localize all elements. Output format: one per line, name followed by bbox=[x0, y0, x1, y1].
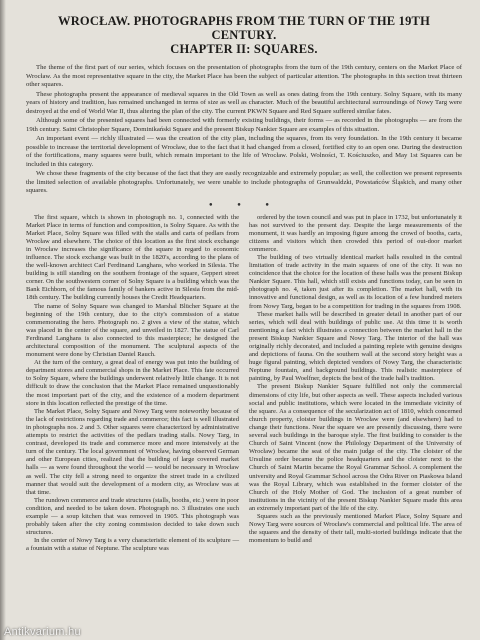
body-columns bbox=[26, 214, 462, 554]
intro-section bbox=[26, 64, 462, 196]
body-paragraph: ordered by the town council and was put in place in 1732, but unfortunately it has not survived to the present day. Despite the large measurements of the monument, it was hardly an imposing figure among the crowd of booths, carts, citizens and visitors which then crowded this period of out-door market commerce. bbox=[249, 213, 462, 253]
body-paragraph: The rundown commerce and trade structures (stalls, booths, etc.) were in poor condition, and needed to be taken down. Photograph no. 3 illustrates one such example — a soup kitchen that was removed in 1905. This photograph was probably taken after the city zoning commission decided to take down such structures. bbox=[26, 496, 239, 537]
intro-paragraph: We chose these fragments of the city because of the fact that they are easily recognizable and extremely popular; as well, the collection we present represents the limited selection of available photographs. Unfortunately, we were unable to include photographs of Grunwaldzki, Powstańców Śląskich, and many other squares. bbox=[26, 170, 462, 194]
intro-paragraph: These photographs present the appearance of medieval squares in the Old Town as well as ones dating from the 19th century. Solny Square, with its many years of history and tradition, has remained unchanged in terms of size as well as character. Much of the beautiful architectural surroundings of Nowy Targ were destroyed at the end of World War II, thus altering the plan of the city. The current PKWN Square and Red Square suffered similar fates. bbox=[26, 90, 462, 115]
body-paragraph: At the turn of the century, a great deal of energy was put into the building of department stores and commercial shops in the Market Place. This fate occurred to Solny Square, where the buildings underwent relatively little change. It is not difficult to draw the conclusion that the Market Place remained unquestionably the most important part of the city, and the existence of a modern department store in this location reflected the prestige of the time. bbox=[26, 359, 239, 407]
section-divider: • • • bbox=[208, 200, 280, 211]
body-paragraph: The name of Solny Square was changed to Marshal Blücher Square at the beginning of the 19th century, due to the city's commission of a statue commemorating the hero. Photograph no. 2 gives a view of the statue, which was placed in the center of the square, and unveiled in 1827. The statue of Carl Ferdinand Langhans is also connected to this masterpiece; he designed the architectural composition of the monument. The sculptural aspects of the monument were done by Christian Daniel Rauch. bbox=[26, 302, 239, 359]
intro-paragraph: Although some of the presented squares had been connected with formerly existing buildings, their forms — as recorded in the photographs — are from the 19th century. Saint Christopher Square, Dominikański Square and the present Biskup Nankier Square are examples of this situation. bbox=[26, 117, 462, 133]
page-gutter-shadow bbox=[0, 0, 6, 640]
intro-paragraph: An important event — richly illustrated — was the creation of the city plan, including the squares, from its very foundation. In the 19th century it became possible to increase the territorial development of Wrocław, due to the fact that it had changed from a closed, fortified city to an open one. During the destruction of the fortifications, many squares were built, which remain important to the life of Wrocław. Polski, Wolności, T. Kościuszko, and May 1st Squares can be included in this category. bbox=[26, 135, 462, 168]
body-paragraph: In the center of Nowy Targ is a very characteristic element of its sculpture — a fountain with a statue of Neptune. The sculpture was bbox=[26, 537, 239, 553]
body-paragraph: The present Biskup Nankier Square fulfilled not only the commercial dimensions of city life, but other aspects as well. These aspects included various social and public institutions, which were located in the immediate vicinity of the square. As a consequence of the secularization act of 1810, which concerned church property, cloister buildings in Wrocław were (and elsewhere) had to change their functions. Near the square we are presently discussing, there were several such buildings in the baroque style. The first building to consider is the Church of Saint Vincent (now the Philology Department of the University of Wrocław) became the seat of the main judge of the city. The cloister of the Ursuline order became the police headquarters and the cloister next to the Church of Saint Martin became the Royal Grammar School. A complement the university and Royal Grammar School across the Odra River on Piaskowa Island was the Royal Library, which was established in the former cloister of the Church of the Holy Mother of God. The inclusion of a great number of institutions in the vicinity of the present Biskup Nankier Square made this area an extremely important part of the life of the city. bbox=[249, 383, 462, 512]
body-paragraph: These market halls will be described in greater detail in another part of our series, which will deal with buildings of public use. At this time it is worth mentioning a fact which illustrates a connection between the market hall in the present Biskup Nankier Square and Nowy Targ. The interior of the hall was originally richly decorated, and included a painting replete with genuine designs and depictions of fauna. On the southern wall at the second story height was a huge figural painting, which depicted vendors of Nowy Targ, the characteristic Neptune fountain, and background buildings. This realistic masterpiece of painting, by Paul Woelfner, depicts the best of the trade hall's tradition. bbox=[249, 310, 462, 383]
column-left bbox=[26, 214, 239, 554]
intro-paragraph: The theme of the first part of our series, which focuses on the presentation of photographs from the turn of the 19th century, centers on the Market Place of Wrocław. As the most representative square in the city, the Market Place has been the subject of particular attention. The photographs in this section treat thirteen other squares. bbox=[26, 64, 462, 88]
page-title-line-2: CHAPTER II: SQUARES. bbox=[170, 42, 318, 56]
watermark: Antikvarium.hu bbox=[4, 626, 81, 638]
body-paragraph: The Market Place, Solny Square and Nowy Targ were noteworthy because of the lack of restrictions regarding trade and commerce; this fact is well illustrated in photographs nos. 2 and 3. Other squares were characterized by administrative attempts to restrict the activities of the pedlars trading stalls. Nowy Targ, in contrast, developed its trade and commerce more and more intensively at the turn of the century. The local government of Wrocław, having observed German and other European cities, realized that the building of large covered market halls — as were found throughout the world — would be necessary in Wrocław as well. The city fell a strong need to organize the street trade in a civilized manner that would suit the development of a modern city, as Wrocław was at that time. bbox=[26, 407, 239, 496]
page-title-line-1: WROCŁAW. PHOTOGRAPHS FROM THE TURN OF THE 19TH CENTURY. bbox=[58, 14, 430, 42]
body-paragraph: Squares such as the previously mentioned Market Place, Solny Square and Nowy Targ were sources of Wrocław's commercial and political life. The area of the squares and the density of their tall, multi-storied buildings indicate that the momentum to build and bbox=[249, 512, 462, 545]
page-title bbox=[26, 14, 462, 56]
column-right bbox=[249, 214, 462, 554]
body-paragraph: The first square, which is shown in photograph no. 1, connected with the Market Place in terms of function and composition, is Solny Square. As with the Market Place, Solny Square was filled with the stalls and carts of pedlars from Wrocław and elsewhere. The choice of this location as the first stock exchange in Wrocław increases the significance of the square in regard to economic influence. The stock exchange was built in the 1820's, according to the plans of the well-known architect Carl Ferdinand Langhans, who worked in Silesia. The building is still standing on the southern frontage of the square, Geppert street corner. On the southwestern corner of Solny Square is a building which was the Bank Eichborn, of the famous family of bankers active in Silesia from the mid-18th century. The building currently houses the Credit Headquarters. bbox=[26, 213, 239, 302]
body-paragraph: The building of two virtually identical market halls resulted in the central limitation of trade activity in the main squares of one of the city. It was no coincidence that the choice for the location of these halls was the present Biskup Nankier Square. This hall, which still exists and functions today, can be seen in photograph no. 4, taken just after its completion. The market hall, with its innovative and functional design, as well as its location of a few hundred meters from Nowy Targ, began to be a competition for trading in the squares from 1908. bbox=[249, 253, 462, 310]
